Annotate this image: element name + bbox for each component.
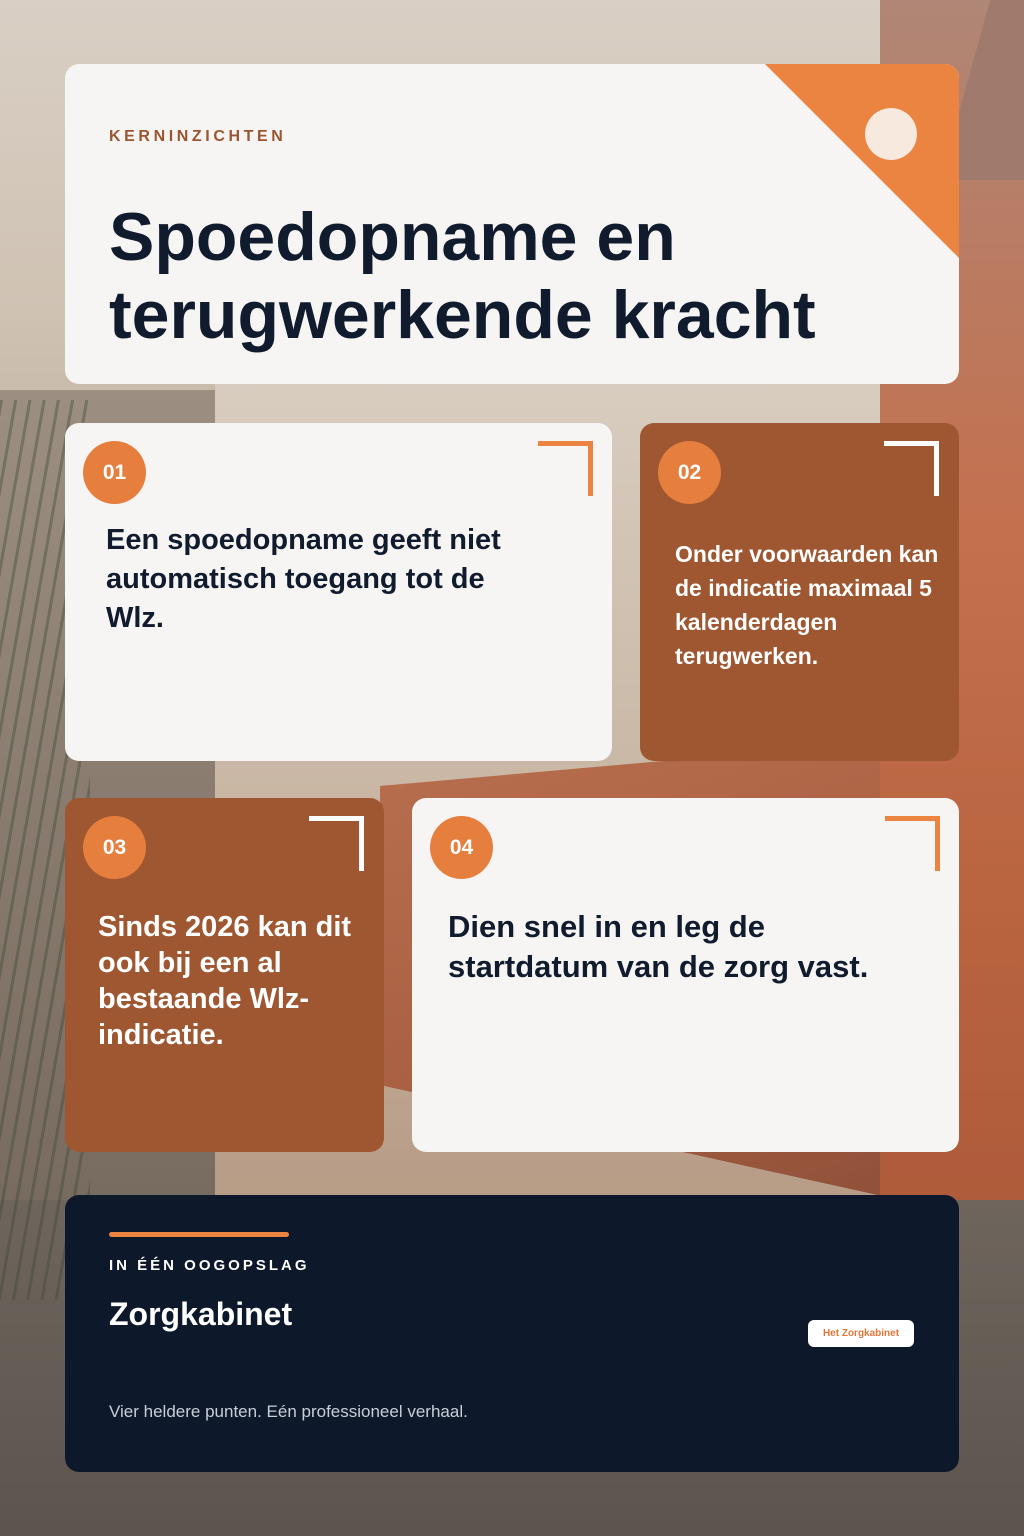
accent-divider	[109, 1232, 289, 1237]
summary-eyebrow: IN ÉÉN OOGOPSLAG	[109, 1257, 310, 1274]
corner-bracket-icon	[885, 816, 940, 871]
brand-badge: Het Zorgkabinet	[808, 1320, 914, 1347]
insight-text: Sinds 2026 kan dit ook bij een al bestaande Wlz-indicatie.	[98, 911, 352, 1051]
insight-card-1	[65, 423, 612, 761]
corner-bracket-icon	[309, 816, 364, 871]
brand-name: Zorgkabinet	[109, 1296, 293, 1332]
number-badge: 04	[430, 816, 493, 879]
section-eyebrow: KERNINZICHTEN	[109, 128, 287, 145]
number-badge: 01	[83, 441, 146, 504]
insight-card-3	[65, 798, 384, 1152]
insight-text: Dien snel in en leg de startdatum van de zorg vast.	[448, 909, 869, 984]
corner-bracket-icon	[884, 441, 939, 496]
page-title: Spoedopname en terugwerkende kracht	[109, 199, 816, 353]
circle-decoration	[865, 108, 917, 160]
number-badge: 03	[83, 816, 146, 879]
number-badge: 02	[658, 441, 721, 504]
insight-card-2	[640, 423, 959, 761]
tagline: Vier heldere punten. Eén professioneel verhaal.	[109, 1402, 468, 1421]
corner-bracket-icon	[538, 441, 593, 496]
summary-panel	[65, 1195, 959, 1472]
hero-card	[65, 64, 959, 384]
insight-text: Onder voorwaarden kan de indicatie maximaal 5 kalenderdagen terugwerken.	[675, 541, 939, 669]
insight-text: Een spoedopname geeft niet automatisch toegang tot de Wlz.	[106, 524, 501, 634]
insight-card-4	[412, 798, 959, 1152]
